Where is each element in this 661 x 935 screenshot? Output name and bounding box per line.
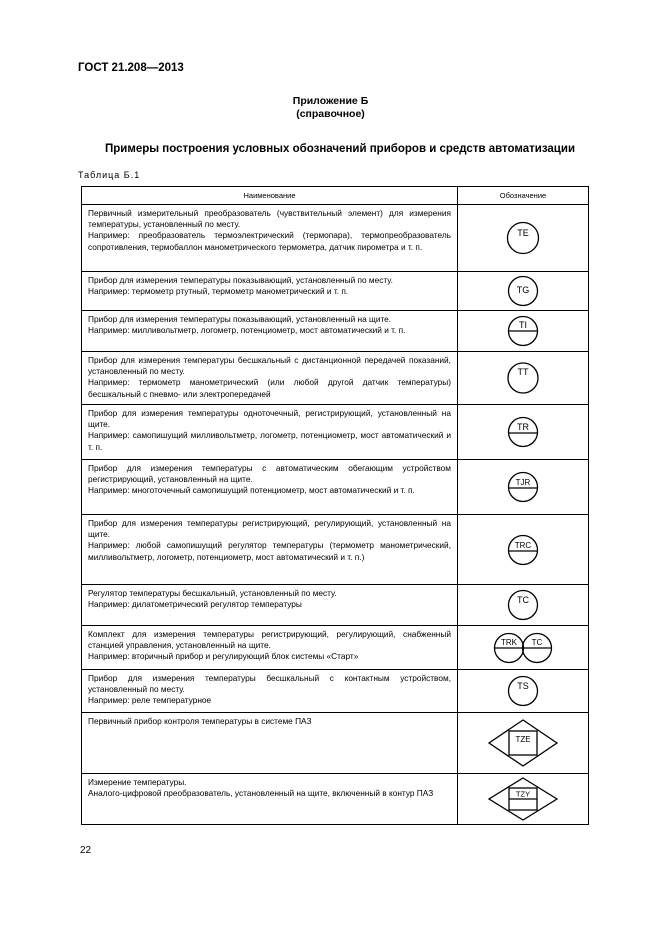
row-symbol (458, 405, 589, 460)
panel-instrument-symbol (503, 467, 543, 507)
row-description (82, 515, 458, 585)
table-row (82, 670, 589, 713)
row-symbol (458, 515, 589, 585)
page-number: 22 (80, 845, 92, 856)
panel-instrument-symbol (503, 313, 543, 349)
row-description (82, 272, 458, 311)
safety-system-symbol (487, 718, 559, 768)
column-header-name: Наименование (82, 187, 458, 205)
symbol-label: TRC (514, 540, 532, 550)
row-line: Аналого-цифровой преобразователь, установленный на щите, включенный в контур ПАЗ (88, 788, 434, 799)
safety-system-panel-symbol (487, 776, 559, 822)
row-description (82, 774, 458, 825)
row-line: Измерение температуры. (88, 777, 187, 787)
local-instrument-symbol (503, 358, 543, 398)
row-line: Прибор для измерения температуры бесшкальный с дистанционной передачей показаний, установленный по месту. (88, 355, 451, 377)
row-line: Первичный прибор контроля температуры в системе ПАЗ (88, 716, 312, 726)
table-row (82, 585, 589, 626)
column-header-symbol: Обозначение (458, 187, 589, 205)
symbol-label: TRK (501, 637, 517, 647)
symbol-label: TG (516, 285, 530, 295)
panel-instrument-pair-symbol (491, 630, 555, 666)
row-line: Например: преобразователь термоэлектрический (термопара), термопреобразователь сопротивления, термобаллон манометрического термометра, датчик пирометра и т. п. (88, 230, 451, 252)
row-line: Прибор для измерения температуры регистрирующий, регулирующий, установленный на щите. (88, 518, 451, 540)
symbol-label: TS (517, 681, 529, 691)
table-row (82, 405, 589, 460)
row-line: Прибор для измерения температуры бесшкальный с контактным устройством, установленный по месту. (88, 673, 451, 695)
table-row (82, 626, 589, 670)
table-row (82, 272, 589, 311)
symbol-label: TC (517, 595, 529, 605)
row-line: Прибор для измерения температуры одноточечный, регистрирующий, установленный на щите. (88, 408, 451, 430)
table-row (82, 205, 589, 272)
table-caption: Таблица Б.1 (78, 170, 141, 180)
row-description (82, 460, 458, 515)
table-row (82, 774, 589, 825)
row-line: Например: термометр манометрический (или любой другой датчик температуры) бесшкальный с пневмо- или электропередачей (88, 377, 451, 399)
table-row (82, 352, 589, 405)
row-line: Например: многоточечный самопишущий потенциометр, мост автоматический и т. п. (88, 485, 415, 496)
row-line: Регулятор температуры бесшкальный, установленный по месту. (88, 588, 337, 598)
table-row (82, 311, 589, 352)
row-symbol (458, 272, 589, 311)
row-description (82, 205, 458, 272)
appendix-note: (справочное) (296, 108, 365, 120)
row-line: Прибор для измерения температуры показывающий, установленный на щите. (88, 314, 392, 324)
local-instrument-symbol (503, 218, 543, 258)
row-line: Например: дилатометрический регулятор температуры (88, 599, 302, 610)
row-symbol (458, 352, 589, 405)
row-symbol (458, 585, 589, 626)
row-line: Например: термометр ртутный, термометр манометрический и т. п. (88, 286, 349, 297)
row-symbol (458, 670, 589, 713)
panel-instrument-symbol (503, 412, 543, 452)
row-line: Прибор для измерения температуры показывающий, установленный по месту. (88, 275, 393, 285)
row-symbol (458, 311, 589, 352)
table-row (82, 515, 589, 585)
row-line: Первичный измерительный преобразователь (чувствительный элемент) для измерения температуры, установленный по месту. (88, 208, 451, 230)
table-row (82, 460, 589, 515)
symbol-label: TZE (515, 735, 531, 744)
row-line: Например: милливольтметр, логометр, потенциометр, мост автоматический и т. п. (88, 325, 406, 336)
row-line: Например: реле температурное (88, 695, 212, 706)
appendix-title: Приложение Б (292, 95, 369, 107)
row-line: Прибор для измерения температуры с автоматическим обегающим устройством регистрирующий, установленный на щите. (88, 463, 451, 485)
row-line: Например: самопишущий милливольтметр, логометр, потенциометр, мост автоматический и т. п. (88, 430, 451, 452)
symbol-label: TZY (515, 789, 531, 799)
row-description (82, 352, 458, 405)
symbol-label: TJR (515, 478, 531, 487)
table-row (82, 713, 589, 774)
panel-instrument-symbol (503, 530, 543, 570)
row-description (82, 670, 458, 713)
row-symbol (458, 713, 589, 774)
symbol-label: TE (517, 228, 529, 238)
row-symbol (458, 774, 589, 825)
local-instrument-symbol (503, 671, 543, 711)
document-id: ГОСТ 21.208—2013 (78, 62, 184, 74)
symbols-table (81, 186, 589, 825)
row-description (82, 311, 458, 352)
row-description (82, 585, 458, 626)
symbol-label: TR (517, 422, 529, 432)
symbol-label: TI (519, 320, 527, 330)
row-description (82, 405, 458, 460)
row-description (82, 626, 458, 670)
row-line: Комплект для измерения температуры регистрирующий, регулирующий, снабженный станцией управления, установленный на щите. (88, 629, 451, 651)
row-line: Например: любой самопишущий регулятор температуры (термометр манометрический, милливольтметр, логометр, потенциометр, мост автоматический и т. п.) (88, 540, 451, 562)
table-header-row (82, 187, 589, 205)
local-instrument-symbol (503, 273, 543, 309)
row-symbol (458, 460, 589, 515)
local-instrument-symbol (503, 586, 543, 624)
symbol-label: TT (517, 367, 529, 377)
row-line: Например: вторичный прибор и регулирующий блок системы «Старт» (88, 651, 359, 662)
row-symbol (458, 626, 589, 670)
page-title: Примеры построения условных обозначений приборов и средств автоматизации (104, 143, 576, 155)
symbol-label-secondary: TC (531, 637, 543, 647)
row-symbol (458, 205, 589, 272)
row-description (82, 713, 458, 774)
